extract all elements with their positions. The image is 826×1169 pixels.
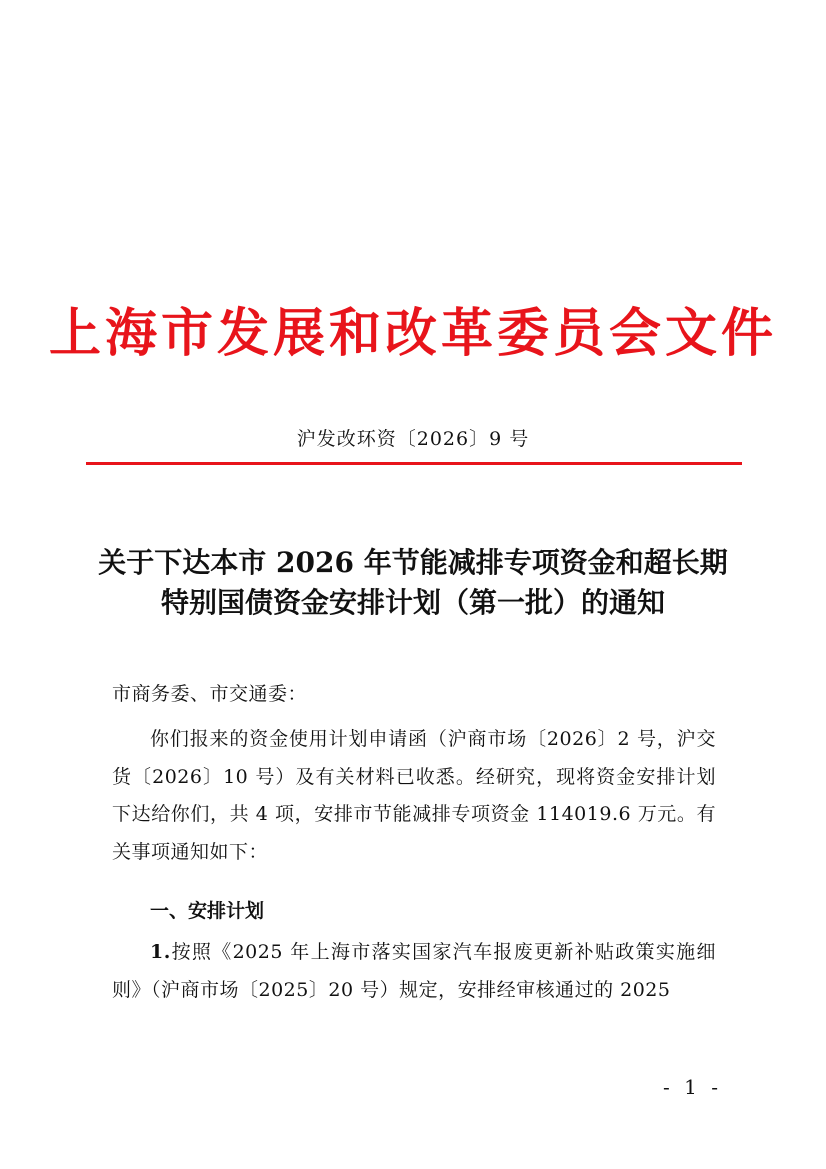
addressee: 市商务委、市交通委： bbox=[112, 683, 308, 705]
paragraph-item-1 bbox=[112, 934, 716, 1009]
document-number: 沪发改环资〔2026〕9 号 bbox=[296, 428, 530, 450]
page-number: - 1 - bbox=[663, 1075, 722, 1099]
section-heading-plan: 一、安排计划 bbox=[150, 900, 265, 922]
issuing-authority-title: 上海市发展和改革委员会文件 bbox=[48, 303, 777, 364]
red-divider bbox=[86, 462, 742, 465]
item-text: 按照《2025 年上海市落实国家汽车报废更新补贴政策实施细则》（沪商市场〔2025〕20 号）规定，安排经审核通过的 2025 bbox=[112, 941, 716, 1001]
notice-title bbox=[60, 543, 766, 623]
paragraph-intro: 你们报来的资金使用计划申请函（沪商市场〔2026〕2 号，沪交货〔2026〕10 号）及有关材料已收悉。经研究，现将资金安排计划下达给你们，共 4 项，安排市节能减排专项资金 114019.6 万元。有关事项通知如下： bbox=[112, 728, 716, 863]
item-number: 1. bbox=[150, 941, 171, 963]
notice-title-line-2: 特别国债资金安排计划（第一批）的通知 bbox=[160, 586, 665, 619]
notice-title-line-1: 关于下达本市 2026 年节能减排专项资金和超长期 bbox=[98, 546, 728, 579]
